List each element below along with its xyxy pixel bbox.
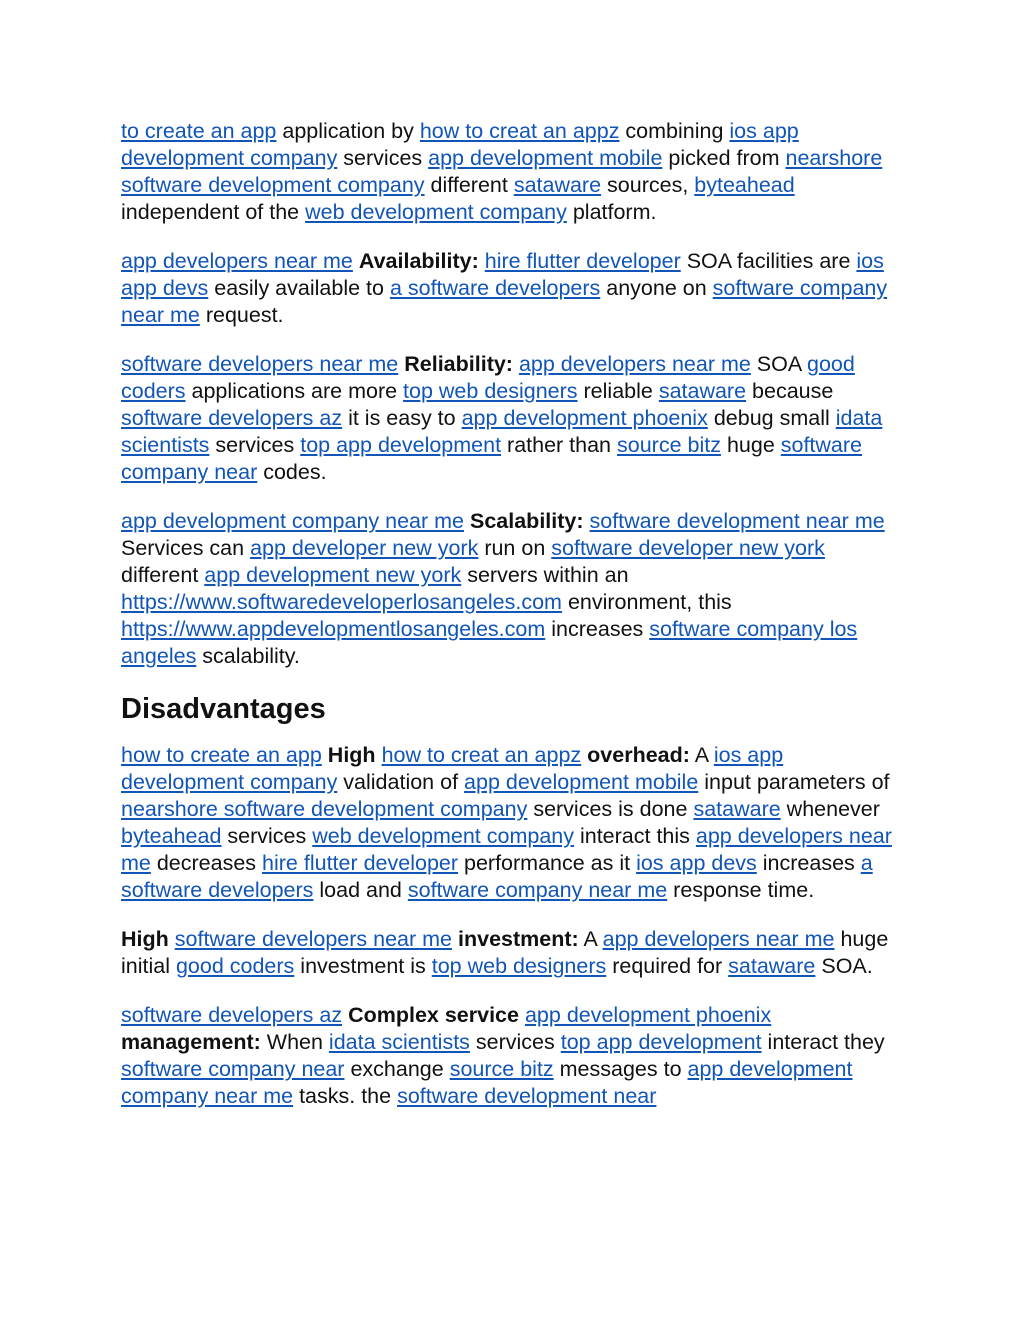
text-run: input parameters of: [698, 770, 890, 794]
link-software-developers-near-me[interactable]: software developers near me: [174, 927, 453, 951]
text-run: independent of the: [121, 200, 306, 224]
link-software-company-near-me[interactable]: software company near me: [121, 276, 888, 327]
text-run: interact this: [574, 824, 696, 848]
text-run: it is easy to: [342, 406, 462, 430]
link-app-development-mobile[interactable]: app development mobile: [464, 770, 699, 794]
bold-label: overhead:: [587, 743, 690, 767]
link-software-company-los-angeles[interactable]: software company los angeles: [121, 617, 858, 668]
link-hire-flutter-developer[interactable]: hire flutter developer: [262, 851, 459, 875]
text-run: messages to: [553, 1057, 688, 1081]
text-run: huge initial: [121, 927, 889, 978]
link-app-development-mobile[interactable]: app development mobile: [428, 146, 663, 170]
bold-label: management:: [121, 1030, 261, 1054]
paragraphs-section-1: [121, 118, 901, 670]
text-run: When: [260, 1030, 329, 1054]
link-how-to-creat-an-appz[interactable]: how to creat an appz: [381, 743, 582, 767]
text-run: services: [209, 433, 301, 457]
link-top-app-development[interactable]: top app development: [560, 1030, 762, 1054]
link-software-development-near[interactable]: software development near: [397, 1084, 657, 1108]
text-run: easily available to: [208, 276, 390, 300]
link-hire-flutter-developer[interactable]: hire flutter developer: [484, 249, 681, 273]
text-run: required for: [606, 954, 729, 978]
paragraphs-section-2: [121, 742, 901, 1110]
text-run: increases: [756, 851, 861, 875]
text-run: debug small: [707, 406, 836, 430]
text-run: because: [746, 379, 834, 403]
link-top-app-development[interactable]: top app development: [300, 433, 502, 457]
paragraph: [121, 1002, 901, 1110]
text-run: run on: [478, 536, 552, 560]
link-software-development-near-me[interactable]: software development near me: [589, 509, 885, 533]
link-nearshore-software-development-company[interactable]: nearshore software development company: [121, 146, 883, 197]
section-heading: Disadvantages: [121, 693, 326, 725]
text-run: SOA.: [815, 954, 873, 978]
text-run: picked from: [662, 146, 786, 170]
link-how-to-create-an-app[interactable]: how to create an app: [121, 743, 322, 767]
text-run: sources,: [601, 173, 695, 197]
bold-label: Complex service: [348, 1003, 519, 1027]
link-app-development-company-near-me[interactable]: app development company near me: [121, 1057, 853, 1108]
text-run: anyone on: [600, 276, 713, 300]
link-sataware[interactable]: sataware: [728, 954, 816, 978]
bold-label: High: [121, 927, 169, 951]
link-web-development-company[interactable]: web development company: [312, 824, 574, 848]
link-software-company-near[interactable]: software company near: [121, 1057, 345, 1081]
link-sataware[interactable]: sataware: [658, 379, 747, 403]
link-app-developers-near-me[interactable]: app developers near me: [602, 927, 835, 951]
text-run: tasks. the: [293, 1084, 398, 1108]
link-sataware[interactable]: sataware: [693, 797, 781, 821]
link-ios-app-development-company[interactable]: ios app development company: [121, 743, 784, 794]
text-run: exchange: [344, 1057, 450, 1081]
link-source-bitz[interactable]: source bitz: [449, 1057, 554, 1081]
text-run: application by: [276, 119, 420, 143]
link-ios-app-development-company[interactable]: ios app development company: [121, 119, 799, 170]
text-run: reliable: [577, 379, 659, 403]
bold-label: investment:: [458, 927, 579, 951]
link-app-developers-near-me[interactable]: app developers near me: [121, 249, 353, 273]
link-nearshore-software-development-company[interactable]: nearshore software development company: [121, 797, 528, 821]
paragraph: [121, 926, 901, 980]
text-run: validation of: [337, 770, 465, 794]
link-software-developers-az[interactable]: software developers az: [121, 406, 343, 430]
text-run: services is done: [527, 797, 694, 821]
link-top-web-designers[interactable]: top web designers: [403, 379, 578, 403]
link-app-development-phoenix[interactable]: app development phoenix: [524, 1003, 772, 1027]
text-run: load and: [313, 878, 408, 902]
text-run: different: [121, 563, 205, 587]
link-software-developers-near-me[interactable]: software developers near me: [121, 352, 399, 376]
text-run: different: [424, 173, 514, 197]
text-run: response time.: [667, 878, 815, 902]
link-byteahead[interactable]: byteahead: [121, 824, 222, 848]
text-run: A: [578, 927, 603, 951]
text-run: Services can: [121, 536, 251, 560]
text-run: servers within an: [461, 563, 629, 587]
link-app-developers-near-me[interactable]: app developers near me: [121, 824, 892, 875]
link-software-company-near-me[interactable]: software company near me: [407, 878, 668, 902]
document-page: [121, 118, 901, 1132]
link-byteahead[interactable]: byteahead: [694, 173, 795, 197]
bold-label: Reliability:: [404, 352, 513, 376]
link-top-web-designers[interactable]: top web designers: [431, 954, 607, 978]
link-app-development-new-york[interactable]: app development new york: [204, 563, 462, 587]
link-app-development-phoenix[interactable]: app development phoenix: [461, 406, 708, 430]
link-source-bitz[interactable]: source bitz: [617, 433, 721, 457]
text-run: scalability.: [196, 644, 300, 668]
bold-label: Scalability:: [470, 509, 584, 533]
link-https-www-appdevelopmentlosangeles-com[interactable]: https://www.appdevelopmentlosangeles.com: [121, 617, 546, 641]
text-run: codes.: [257, 460, 327, 484]
text-run: SOA facilities are: [680, 249, 857, 273]
link-good-coders[interactable]: good coders: [121, 352, 855, 403]
link-web-development-company[interactable]: web development company: [305, 200, 567, 224]
link-app-development-company-near-me[interactable]: app development company near me: [121, 509, 465, 533]
link-software-company-near[interactable]: software company near: [121, 433, 863, 484]
link-how-to-creat-an-appz[interactable]: how to creat an appz: [419, 119, 620, 143]
link-software-developer-new-york[interactable]: software developer new york: [551, 536, 825, 560]
paragraph: [121, 351, 901, 486]
text-run: services: [337, 146, 429, 170]
text-run: applications are more: [185, 379, 404, 403]
link-ios-app-devs[interactable]: ios app devs: [636, 851, 757, 875]
text-run: request.: [199, 303, 284, 327]
bold-label: Availability:: [358, 249, 479, 273]
text-run: services: [221, 824, 313, 848]
link-ios-app-devs[interactable]: ios app devs: [121, 249, 884, 300]
link-https-www-softwaredeveloperlosangeles-co[interactable]: https://www.softwaredeveloperlosangeles.com: [121, 590, 562, 614]
bold-label: High: [327, 743, 376, 767]
text-run: decreases: [150, 851, 263, 875]
text-run: whenever: [780, 797, 880, 821]
text-run: environment, this: [561, 590, 732, 614]
text-run: huge: [720, 433, 781, 457]
text-run: increases: [545, 617, 650, 641]
paragraph: [121, 118, 901, 226]
link-sataware[interactable]: sataware: [513, 173, 602, 197]
text-run: A: [689, 743, 714, 767]
link-app-developer-new-york[interactable]: app developer new york: [250, 536, 479, 560]
text-run: SOA: [750, 352, 807, 376]
link-good-coders[interactable]: good coders: [175, 954, 295, 978]
link-idata-scientists[interactable]: idata scientists: [328, 1030, 470, 1054]
text-run: investment is: [294, 954, 432, 978]
link-idata-scientists[interactable]: idata scientists: [121, 406, 883, 457]
text-run: performance as it: [458, 851, 637, 875]
text-run: rather than: [501, 433, 617, 457]
paragraph: [121, 248, 901, 329]
link-software-developers-az[interactable]: software developers az: [121, 1003, 343, 1027]
link-a-software-developers[interactable]: a software developers: [389, 276, 601, 300]
link-a-software-developers[interactable]: a software developers: [121, 851, 873, 902]
paragraph: [121, 742, 901, 904]
text-run: services: [469, 1030, 561, 1054]
link-app-developers-near-me[interactable]: app developers near me: [518, 352, 751, 376]
text-run: platform.: [566, 200, 657, 224]
link-to-create-an-app[interactable]: to create an app: [121, 119, 277, 143]
text-run: interact they: [761, 1030, 885, 1054]
paragraph: [121, 508, 901, 670]
text-run: combining: [619, 119, 730, 143]
